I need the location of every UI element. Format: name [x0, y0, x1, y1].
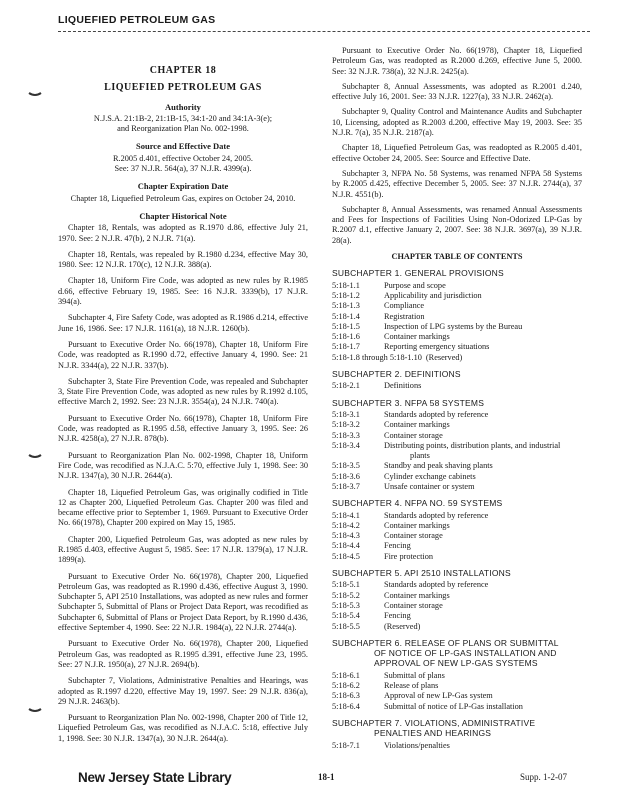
left-column [58, 46, 308, 750]
section-number: 5:18-6.3 [332, 691, 360, 701]
subchapter-heading [332, 398, 582, 408]
section-title [384, 291, 582, 301]
section-title-text: Container markings [384, 420, 450, 430]
toc-entry [332, 591, 582, 601]
section-number: 5:18-4.5 [332, 551, 360, 561]
section-title-text: Distributing points, distribution plants, and industrial [384, 440, 561, 450]
section-number: 5:18-1.8 through 5:18-1.10 [332, 352, 422, 362]
history-paragraph: Pursuant to Reorganization Plan No. 002-1998, Chapter 200 of Title 12, Liquefied Petroleum Gas, was recodified as N.J.A.C. 5:18, effective July 1, 1998. See: 30 N.J.R. 1347(a), 30 N.J.R. 2644(a). [58, 713, 308, 743]
section-title [384, 301, 582, 311]
toc-entry [332, 702, 582, 712]
toc-entry [332, 441, 582, 462]
subchapter-heading [332, 638, 582, 669]
history-paragraph: Chapter 18, Rentals, was repealed by R.1980 d.234, effective May 30, 1980. See: 12 N.J.R. 170(c), 12 N.J.R. 388(a). [58, 249, 308, 270]
section-title [384, 472, 582, 482]
source-line: R.2005 d.401, effective October 24, 2005. [113, 153, 253, 163]
section-title-text: Fire protection [384, 551, 434, 561]
section-title-text: Registration [384, 311, 425, 321]
history-paragraph: Chapter 18, Uniform Fire Code, was adopted as new rules by R.1985 d.66, effective February 19, 1985. See: 16 N.J.R. 3339(b), 17 N.J.R. 394(a). [58, 276, 308, 307]
section-number: 5:18-3.4 [332, 440, 360, 450]
section-title [384, 521, 582, 531]
section-title [384, 420, 582, 430]
section-title-text: Container storage [384, 531, 443, 541]
toc-entry [332, 580, 582, 590]
toc-entry [332, 671, 582, 681]
toc-entry [332, 332, 582, 342]
chapter-title: LIQUEFIED PETROLEUM GAS [104, 82, 262, 94]
section-title [384, 531, 582, 541]
section-title-text: Cylinder exchange cabinets [384, 471, 476, 481]
toc-entry [332, 322, 582, 332]
section-number: 5:18-1.6 [332, 332, 360, 342]
subchapter-title: SUBCHAPTER 1. GENERAL PROVISIONS [332, 268, 504, 279]
section-number: 5:18-6.4 [332, 701, 360, 711]
section-title [384, 691, 582, 701]
history-paragraph: Chapter 18, Rentals, was adopted as R.1970 d.86, effective July 21, 1970. See: 2 N.J.R. 47(b), 2 N.J.R. 71(a). [58, 223, 308, 243]
section-title [384, 622, 582, 632]
toc-entry [332, 511, 582, 521]
section-title-text: Compliance [384, 301, 425, 311]
subchapter-title: SUBCHAPTER 2. DEFINITIONS [332, 369, 461, 380]
source-line: See: 37 N.J.R. 564(a), 37 N.J.R. 4399(a). [114, 164, 252, 174]
section-number: 5:18-4.3 [332, 531, 360, 541]
section-title [384, 312, 582, 322]
library-watermark: New Jersey State Library [78, 770, 232, 785]
authority-line: N.J.S.A. 21:1B-2, 21:1B-15, 34:1-20 and 34:1A-3(e); [93, 113, 273, 123]
section-number: 5:18-4.1 [332, 510, 360, 520]
section-title [384, 482, 582, 492]
history-paragraph: Subchapter 9, Quality Control and Maintenance Audits and Subchapter 10, Licensing, adopted as R.2003 d.200, effective May 19, 2003. See: 35 N.J.R. 7(a), 35 N.J.R. 2187(a). [332, 107, 582, 138]
section-number: 5:18-1.3 [332, 301, 360, 311]
section-title-text: Definitions [384, 381, 422, 391]
toc-entry [332, 482, 582, 492]
toc-entry [332, 601, 582, 611]
section-number: 5:18-7.1 [332, 740, 360, 750]
section-title-text: (Reserved) [425, 352, 463, 362]
section-title [384, 332, 582, 342]
toc-entry [332, 312, 582, 322]
section-number: 5:18-5.1 [332, 580, 360, 590]
section-title-text: Container markings [384, 520, 450, 530]
section-title [384, 441, 582, 462]
toc-entry [332, 741, 582, 751]
section-title-text: (Reserved) [384, 621, 421, 631]
toc-entry [332, 353, 582, 363]
source-heading: Source and Effective Date [135, 141, 231, 152]
toc-entry [332, 410, 582, 420]
subchapter-title: SUBCHAPTER 5. API 2510 INSTALLATIONS [332, 568, 511, 579]
section-title-text: Container storage [384, 600, 443, 610]
section-number: 5:18-5.5 [332, 621, 360, 631]
section-title [384, 671, 582, 681]
section-number: 5:18-3.3 [332, 430, 360, 440]
section-number: 5:18-3.7 [332, 481, 360, 491]
section-title-text: Approval of new LP-Gas system [384, 691, 493, 701]
section-title [384, 461, 582, 471]
section-title-text: Standards adopted by reference [384, 510, 489, 520]
subchapter-title: SUBCHAPTER 4. NFPA NO. 59 SYSTEMS [332, 498, 503, 509]
subchapter-title-continued: OF NOTICE OF LP-GAS INSTALLATION AND APPROVAL OF NEW LP-GAS SYSTEMS [374, 648, 557, 669]
subchapter-heading [332, 268, 582, 278]
section-title [384, 552, 582, 562]
toc-entry [332, 691, 582, 701]
toc-entry [332, 552, 582, 562]
section-title [384, 511, 582, 521]
section-number: 5:18-4.2 [332, 520, 360, 530]
subchapter-heading [332, 498, 582, 508]
subchapter-title-continued: PENALTIES AND HEARINGS [374, 728, 492, 739]
section-title [384, 681, 582, 691]
section-title-text: Standards adopted by reference [384, 409, 489, 419]
subchapter-title: SUBCHAPTER 7. VIOLATIONS, ADMINISTRATIVE [332, 717, 536, 728]
history-notes [58, 223, 308, 744]
section-number: 5:18-1.7 [332, 342, 360, 352]
history-paragraph: Subchapter 8, Annual Assessments, was adopted as R.2001 d.240, effective July 16, 2001. See: 33 N.J.R. 1227(a), 33 N.J.R. 2462(a). [332, 81, 582, 102]
history-paragraph: Chapter 18, Liquefied Petroleum Gas, was readopted as R.2005 d.401, effective October 24, 2005. See: Source and Effective Date. [332, 143, 582, 163]
section-number: 5:18-1.2 [332, 290, 360, 300]
section-title [384, 591, 582, 601]
toc-entry [332, 622, 582, 632]
page-number: 18-1 [318, 772, 335, 782]
history-paragraph: Subchapter 3, NFPA No. 58 Systems, was renamed NFPA 58 Systems by R.2005 d.425, effective December 5, 2005. See: 37 N.J.R. 2744(a), 37 N.J.R. 4551(b). [332, 168, 582, 199]
section-title-text: Unsafe container or system [384, 481, 475, 491]
section-title [384, 322, 582, 332]
subchapter-title: SUBCHAPTER 3. NFPA 58 SYSTEMS [332, 397, 485, 408]
section-title-text: Standards adopted by reference [384, 580, 489, 590]
section-title-text: Container markings [384, 332, 450, 342]
section-title [384, 611, 582, 621]
section-title [384, 342, 582, 352]
section-title-text: Purpose and scope [384, 280, 446, 290]
toc-entry [332, 281, 582, 291]
header-rule [58, 31, 590, 32]
section-number: 5:18-4.4 [332, 541, 360, 551]
history-paragraph: Chapter 200, Liquefied Petroleum Gas, was adopted as new rules by R.1985 d.403, effective August 5, 1985. See: 17 N.J.R. 1379(a), 17 N.J.R. 1899(a). [58, 534, 308, 565]
history-paragraph: Pursuant to Executive Order No. 66(1978), Chapter 200, Liquefied Petroleum Gas, was readopted as R.1990 d.436, effective August 3, 1990. Subchapter 5, API 2510 Installations, was adopted as new rules and former Subchapter 5, Submittal of Plans or Project Data Report, was recodified as Subchapter 6, Submittal of Plans or Project Data Report, by R.1990 d.436, effective September 4, 1990. See: 22 N.J.R. 1984(a), 22 N.J.R. 2744(a). [58, 571, 308, 633]
section-number: 5:18-3.6 [332, 471, 360, 481]
authority-line: and Reorganization Plan No. 002-1998. [117, 124, 249, 134]
supplement-date: Supp. 1-2-07 [520, 772, 567, 782]
toc-entry [332, 381, 582, 391]
section-title [384, 410, 582, 420]
section-title-text: Fencing [384, 541, 411, 551]
toc-entry [332, 291, 582, 301]
toc-entry [332, 611, 582, 621]
scan-mark [28, 700, 42, 714]
section-title-text: Standby and peak shaving plants [384, 461, 493, 471]
toc-entry [332, 541, 582, 551]
section-title-text: Applicability and jurisdiction [384, 290, 482, 300]
section-title-text: Submittal of notice of LP-Gas installation [384, 701, 523, 711]
section-number: 5:18-5.3 [332, 600, 360, 610]
section-title-wrap: plants [410, 451, 430, 461]
scan-mark [28, 84, 42, 98]
history-paragraph: Subchapter 4, Fire Safety Code, was adopted as R.1986 d.214, effective June 16, 1986. See: 17 N.J.R. 1161(a), 18 N.J.R. 1260(b). [58, 313, 308, 333]
section-title-text: Container markings [384, 590, 450, 600]
toc-entry [332, 420, 582, 430]
section-number: 5:18-3.5 [332, 461, 360, 471]
subchapter-heading [332, 369, 582, 379]
section-number: 5:18-5.2 [332, 590, 360, 600]
section-title [384, 580, 582, 590]
section-title-text: Violations/penalties [384, 740, 450, 750]
section-title-text: Submittal of plans [384, 670, 445, 680]
toc-entry [332, 342, 582, 352]
scan-mark [28, 446, 42, 460]
section-title-text: Inspection of LPG systems by the Bureau [384, 321, 523, 331]
toc-entry [332, 521, 582, 531]
section-title [384, 702, 582, 712]
subchapter-title: SUBCHAPTER 6. RELEASE OF PLANS OR SUBMITTAL [332, 637, 559, 648]
chapter-number: CHAPTER 18 [149, 65, 217, 76]
section-number: 5:18-3.2 [332, 420, 360, 430]
history-paragraph: Subchapter 8, Annual Assessments, was renamed Annual Assessments and Fees for Inspections of Facilities Using Non-Odorized LP-Gas by R.2007 d.1, effective January 2, 2007. See: 38 N.J.R. 3697(a), 39 N.J.R. 28(a). [332, 204, 582, 245]
section-number: 5:18-1.5 [332, 321, 360, 331]
section-number: 5:18-6.1 [332, 670, 360, 680]
history-paragraph: Pursuant to Reorganization Plan No. 002-1998, Chapter 18, Uniform Fire Code, was recodified as N.J.A.C. 5:70, effective July 1, 1998. See: 30 N.J.R. 1347(a), 30 N.J.R. 2644(a). [58, 450, 308, 481]
expiration-heading: Chapter Expiration Date [137, 181, 229, 192]
subchapter-heading [332, 568, 582, 578]
section-title-text: Container storage [384, 430, 443, 440]
authority-heading: Authority [165, 101, 201, 112]
section-number: 5:18-5.4 [332, 611, 360, 621]
toc-entry [332, 472, 582, 482]
toc-heading: CHAPTER TABLE OF CONTENTS [391, 252, 523, 262]
section-number: 5:18-1.1 [332, 280, 360, 290]
history-paragraph: Subchapter 3, State Fire Prevention Code, was repealed and Subchapter 3, State Fire Prevention Code, was adopted as new rules by R.1992 d.105, effective March 2, 1992. See: 23 N.J.R. 3554(a), 24 N.J.R. 740(a). [58, 376, 308, 407]
history-paragraph: Pursuant to Executive Order No. 66(1978), Chapter 18, Uniform Fire Code, was readopted as R.1990 d.72, effective January 4, 1990. See: 21 N.J.R. 3344(a), 22 N.J.R. 337(b). [58, 339, 308, 370]
right-column [332, 46, 582, 751]
toc-entry [332, 461, 582, 471]
toc-entry [332, 681, 582, 691]
section-title-text: Release of plans [384, 681, 439, 691]
section-title-text: Fencing [384, 611, 411, 621]
toc-entry [332, 431, 582, 441]
section-title-text: Reporting emergency situations [384, 342, 490, 352]
section-title [384, 281, 582, 291]
section-number: 5:18-3.1 [332, 409, 360, 419]
history-heading: Chapter Historical Note [139, 210, 227, 221]
section-title [384, 741, 582, 751]
toc-entry [332, 531, 582, 541]
history-paragraph: Chapter 18, Liquefied Petroleum Gas, was originally codified in Title 12 as Chapter 200, Liquefied Petroleum Gas. Chapter 200 was filed and became effective prior to September 1, 1969. Pursuant to Executive Order No. 66(1978), Chapter 200 expired on May 15, 1985. [58, 487, 308, 528]
section-title [426, 353, 582, 363]
subchapter-heading [332, 718, 582, 739]
section-number: 5:18-1.4 [332, 311, 360, 321]
section-title [384, 381, 582, 391]
section-title [384, 601, 582, 611]
running-head: LIQUEFIED PETROLEUM GAS [58, 14, 216, 26]
history-paragraph: Pursuant to Executive Order No. 66(1978), Chapter 18, Liquefied Petroleum Gas, was readopted as R.2000 d.269, effective June 5, 2000. See: 32 N.J.R. 738(a), 32 N.J.R. 2425(a). [332, 46, 582, 76]
section-title [384, 541, 582, 551]
history-paragraph: Pursuant to Executive Order No. 66(1978), Chapter 200, Liquefied Petroleum Gas, was readopted as R.1995 d.391, effective June 23, 1995. See: 27 N.J.R. 1950(a), 27 N.J.R. 2694(b). [58, 639, 308, 669]
section-title [384, 431, 582, 441]
expiration-text: Chapter 18, Liquefied Petroleum Gas, expires on October 24, 2010. [70, 193, 296, 203]
section-number: 5:18-2.1 [332, 381, 360, 391]
toc-entry [332, 301, 582, 311]
table-of-contents [332, 268, 582, 750]
section-number: 5:18-6.2 [332, 681, 360, 691]
history-paragraph: Pursuant to Executive Order No. 66(1978), Chapter 18, Uniform Fire Code, was readopted as R.1995 d.58, effective January 3, 1995. See: 26 N.J.R. 4258(a), 27 N.J.R. 878(b). [58, 413, 308, 444]
history-paragraph: Subchapter 7, Violations, Administrative Penalties and Hearings, was adopted as R.1997 d.220, effective May 19, 1997. See: 29 N.J.R. 836(a), 29 N.J.R. 2463(b). [58, 676, 308, 706]
